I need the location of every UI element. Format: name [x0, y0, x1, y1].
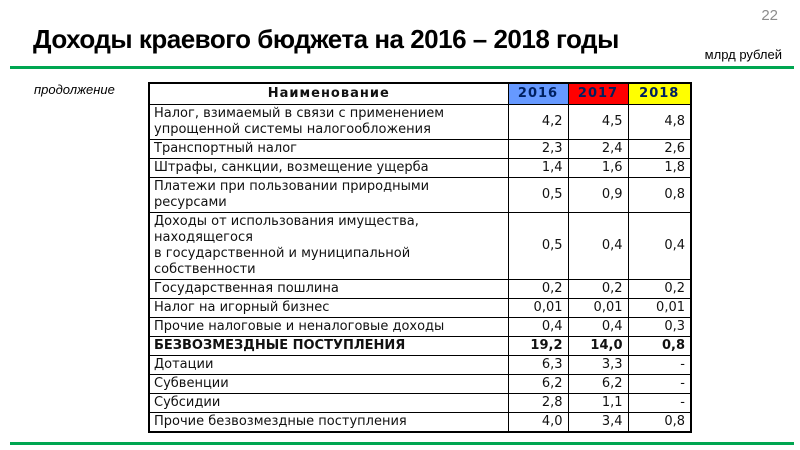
row-value: 0,5 [508, 213, 568, 280]
table-row [149, 337, 691, 356]
row-value: 0,01 [568, 299, 628, 318]
row-value: 0,4 [568, 318, 628, 337]
continuation-label: продолжение [34, 82, 115, 97]
table-row [149, 356, 691, 375]
row-value: 0,2 [568, 280, 628, 299]
page-number: 22 [761, 7, 778, 24]
row-value: 0,4 [508, 318, 568, 337]
row-value: 0,4 [628, 213, 691, 280]
year-column-header: 2017 [568, 83, 628, 105]
row-value: 0,01 [628, 299, 691, 318]
footer-divider [10, 442, 794, 445]
row-value: 2,6 [628, 140, 691, 159]
year-column-header: 2018 [628, 83, 691, 105]
row-label: Доходы от использования имущества, находящегося в государственной и муниципальной собственности [149, 213, 508, 280]
table-row [149, 375, 691, 394]
revenue-table [148, 82, 692, 433]
row-value: 0,8 [628, 413, 691, 433]
row-value: 0,01 [508, 299, 568, 318]
row-value: 0,2 [628, 280, 691, 299]
row-value: 4,0 [508, 413, 568, 433]
row-label: Прочие безвозмездные поступления [149, 413, 508, 433]
table-row [149, 213, 691, 280]
row-value: 0,3 [628, 318, 691, 337]
row-value: 1,4 [508, 159, 568, 178]
row-value: 2,4 [568, 140, 628, 159]
title-divider [10, 66, 794, 69]
row-value: 2,8 [508, 394, 568, 413]
row-value: 3,3 [568, 356, 628, 375]
table-row [149, 299, 691, 318]
row-label: Платежи при пользовании природными ресурсами [149, 178, 508, 213]
row-value: 0,4 [568, 213, 628, 280]
row-label: Налог на игорный бизнес [149, 299, 508, 318]
row-value: 19,2 [508, 337, 568, 356]
row-value: 1,8 [628, 159, 691, 178]
row-value: 6,2 [508, 375, 568, 394]
row-value: - [628, 394, 691, 413]
row-label: Транспортный налог [149, 140, 508, 159]
row-value: 0,9 [568, 178, 628, 213]
row-value: 2,3 [508, 140, 568, 159]
name-column-header: Наименование [149, 83, 508, 105]
row-value: 0,5 [508, 178, 568, 213]
row-label: Прочие налоговые и неналоговые доходы [149, 318, 508, 337]
row-label: Субсидии [149, 394, 508, 413]
row-value: 4,8 [628, 105, 691, 140]
row-value: 14,0 [568, 337, 628, 356]
row-value: 1,1 [568, 394, 628, 413]
table-header-row [149, 83, 691, 105]
row-value: 0,2 [508, 280, 568, 299]
table-row [149, 178, 691, 213]
year-column-header: 2016 [508, 83, 568, 105]
row-label: Налог, взимаемый в связи с применением упрощенной системы налогообложения [149, 105, 508, 140]
row-value: 0,8 [628, 337, 691, 356]
row-value: 4,2 [508, 105, 568, 140]
table-body [149, 105, 691, 433]
row-label: БЕЗВОЗМЕЗДНЫЕ ПОСТУПЛЕНИЯ [149, 337, 508, 356]
table-row [149, 394, 691, 413]
row-label: Дотации [149, 356, 508, 375]
row-label: Штрафы, санкции, возмещение ущерба [149, 159, 508, 178]
unit-label: млрд рублей [704, 47, 782, 62]
table-row [149, 413, 691, 433]
slide-title: Доходы краевого бюджета на 2016 – 2018 годы [33, 24, 619, 54]
row-value: - [628, 375, 691, 394]
row-value: 6,3 [508, 356, 568, 375]
table-row [149, 318, 691, 337]
table-row [149, 280, 691, 299]
row-value: 4,5 [568, 105, 628, 140]
row-value: 6,2 [568, 375, 628, 394]
row-value: 1,6 [568, 159, 628, 178]
row-value: - [628, 356, 691, 375]
row-label: Субвенции [149, 375, 508, 394]
table-row [149, 105, 691, 140]
table-row [149, 140, 691, 159]
row-label: Государственная пошлина [149, 280, 508, 299]
table-row [149, 159, 691, 178]
row-value: 0,8 [628, 178, 691, 213]
row-value: 3,4 [568, 413, 628, 433]
